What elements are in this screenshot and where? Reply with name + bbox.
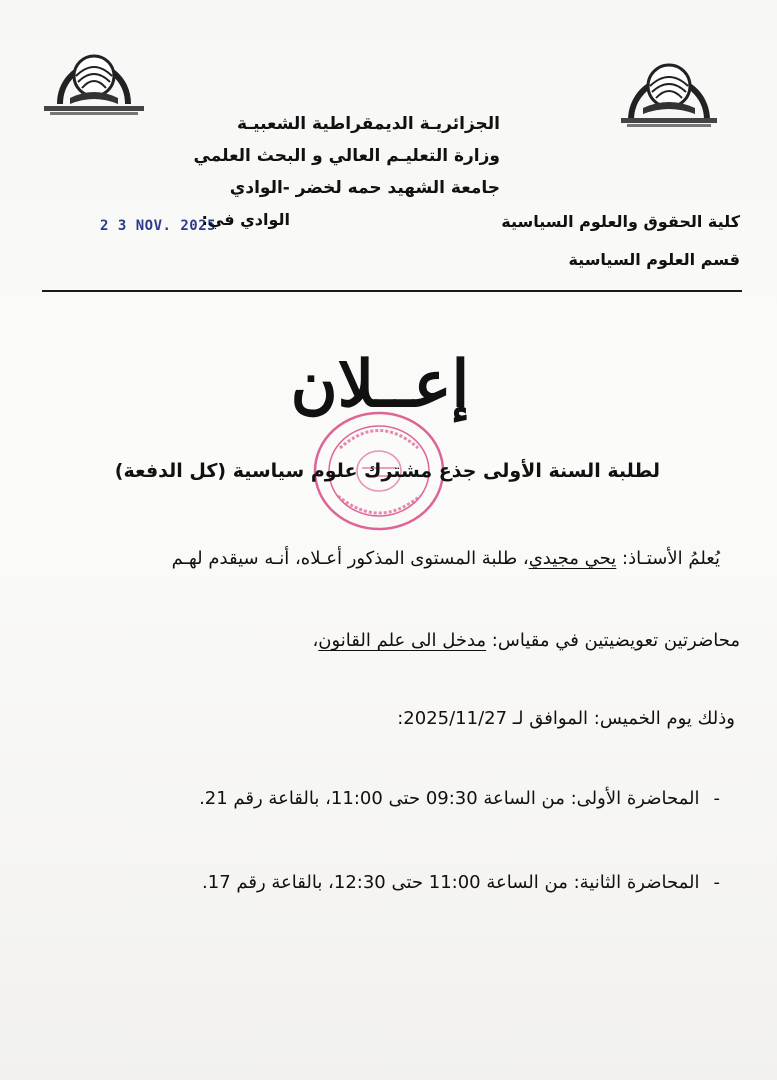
header-divider	[42, 290, 742, 292]
republic-name: الجزائريـة الديمقراطية الشعبيـة	[237, 114, 500, 134]
university-logo-right-icon	[615, 40, 723, 130]
notice-paragraph-date: وذلك يوم الخميس: الموافق لـ 2025/11/27:	[397, 708, 735, 729]
paragraph-text: ، طلبة المستوى المذكور أعـلاه، أنـه سيقدم لهـم	[171, 548, 529, 569]
ministry-name: وزارة التعليـم العالي و البحث العلمي	[193, 146, 500, 166]
paragraph-text: ،	[312, 630, 319, 651]
university-logo-left-icon	[40, 28, 148, 118]
lecture-text: المحاضرة الثانية: من الساعة 11:00 حتى 12:30، بالقاعة رقم 17.	[202, 872, 700, 893]
paragraph-text: يُعلمُ الأستـاذ:	[616, 548, 720, 569]
date-label: الوادي في:	[201, 210, 290, 229]
announcement-title: إعــلان	[290, 347, 470, 422]
professor-name: يحي مجيدي	[528, 548, 617, 569]
lecture-text: المحاضرة الأولى: من الساعة 09:30 حتى 11:00، بالقاعة رقم 21.	[199, 788, 700, 809]
department-name: قسم العلوم السياسية	[568, 250, 740, 269]
bullet-dash: -	[713, 872, 720, 893]
date-stamp: 2 3 NOV. 2025	[100, 218, 217, 234]
lecture-item	[120, 788, 720, 809]
institution-header	[193, 108, 500, 204]
faculty-name: كلية الحقوق والعلوم السياسية	[501, 212, 740, 231]
paragraph-text: محاضرتين تعويضيتين في مقياس:	[486, 630, 740, 651]
notice-paragraph-module	[100, 630, 740, 651]
university-name: جامعة الشهيد حمه لخضر -الوادي	[229, 178, 500, 198]
lecture-item	[120, 872, 720, 893]
module-name: مدخل الى علم القانون	[318, 630, 487, 651]
notice-paragraph-professor	[100, 548, 720, 569]
bullet-dash: -	[713, 788, 720, 809]
announcement-audience: لطلبة السنة الأولى جذع مشترك علوم سياسية (كل الدفعة)	[114, 460, 660, 482]
